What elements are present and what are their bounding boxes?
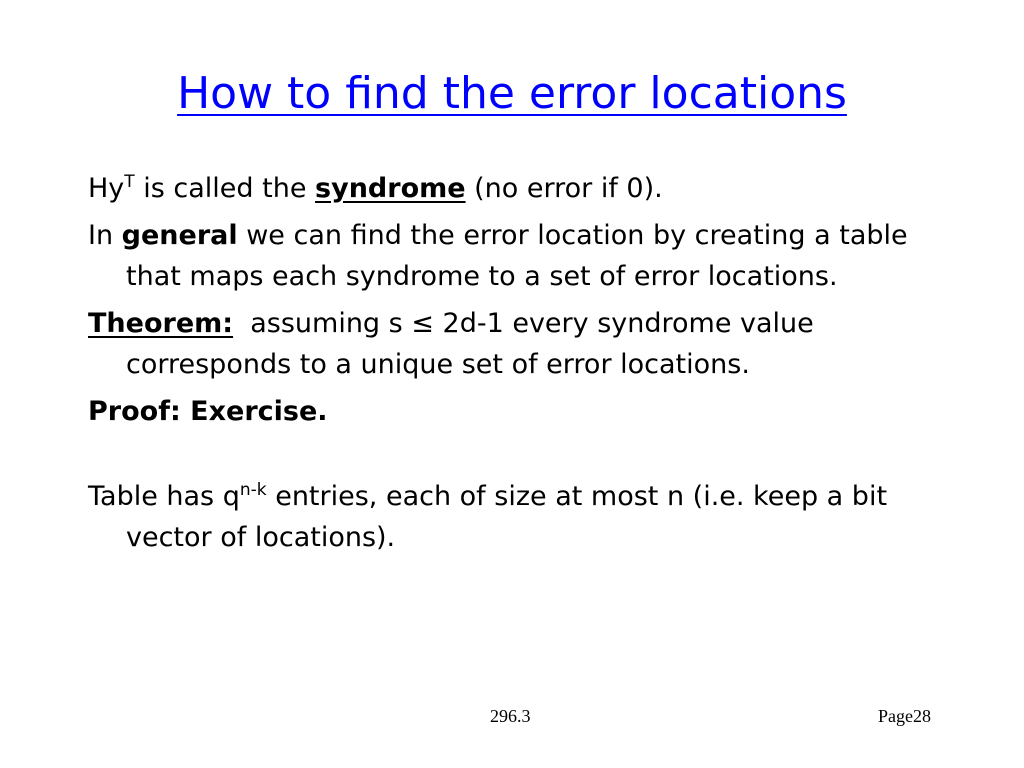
- slide-body: [88, 168, 948, 564]
- syndrome-text-c: (no error if 0).: [465, 173, 663, 204]
- table-text-a: Table has q: [88, 481, 240, 512]
- syndrome-text-a: Hy: [88, 173, 125, 204]
- proof-line: Proof: Exercise.: [88, 396, 328, 427]
- table-text-b: entries, each of size at most n (i.e. keep a bit vector of locations).: [126, 481, 888, 553]
- table-paragraph: [88, 476, 948, 558]
- general-term: general: [121, 220, 238, 251]
- theorem-paragraph: [88, 303, 948, 385]
- slide-title: [0, 70, 1024, 118]
- slide-title-text: How to find the error locations: [177, 68, 847, 119]
- theorem-label: Theorem:: [88, 308, 234, 339]
- table-size-superscript: n-k: [239, 480, 267, 500]
- transpose-superscript: T: [124, 172, 135, 192]
- footer-page: Page28: [878, 706, 931, 726]
- general-paragraph: [88, 215, 948, 297]
- general-text-a: In: [88, 220, 122, 251]
- general-text-b: we can find the error location by creating a table that maps each syndrome to a set of error locations.: [126, 220, 908, 292]
- spacer: [88, 438, 948, 476]
- syndrome-text-b: is called the: [134, 173, 316, 204]
- syndrome-term: syndrome: [315, 173, 466, 204]
- syndrome-paragraph: [88, 168, 948, 209]
- footer-course: 296.3: [490, 706, 531, 726]
- theorem-text: assuming s ≤ 2d-1 every syndrome value corresponds to a unique set of error locations.: [126, 308, 823, 380]
